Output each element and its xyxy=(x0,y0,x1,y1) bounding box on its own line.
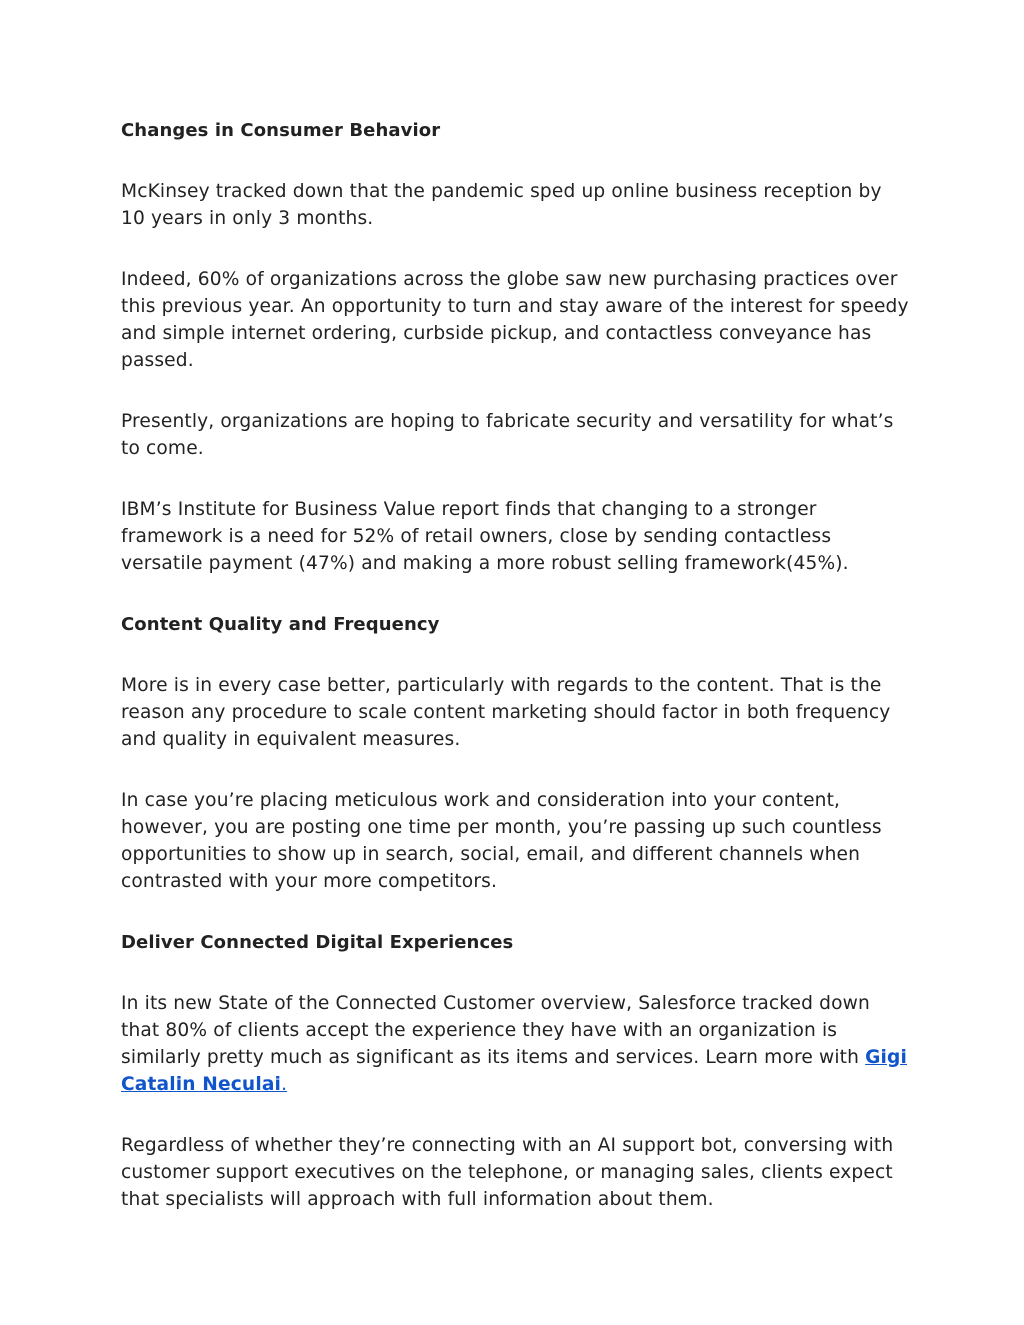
section-heading-content-quality: Content Quality and Frequency xyxy=(121,614,440,635)
paragraph: McKinsey tracked down that the pandemic sped up online business reception by 10 years in only 3 months. xyxy=(121,181,882,229)
section-heading-digital-experiences: Deliver Connected Digital Experiences xyxy=(121,932,514,953)
paragraph-text: In its new State of the Connected Customer overview, Salesforce tracked down that 80% of clients accept the experience they have with an organization is similarly pretty much as significant as its items and services. Learn more with xyxy=(121,993,870,1068)
paragraph: More is in every case better, particularly with regards to the content. That is the reason any procedure to scale content marketing should factor in both frequency and quality in equivalent measures. xyxy=(121,675,891,750)
paragraph: Indeed, 60% of organizations across the globe saw new purchasing practices over this previous year. An opportunity to turn and stay aware of the interest for speedy and simple internet ordering, curbside pickup, and contactless conveyance has passed. xyxy=(121,269,909,371)
paragraph: IBM’s Institute for Business Value report finds that changing to a stronger framework is a need for 52% of retail owners, close by sending contactless versatile payment (47%) and making a more robust selling framework(45%). xyxy=(121,499,849,574)
document-body xyxy=(121,117,911,1247)
section-heading-consumer-behavior: Changes in Consumer Behavior xyxy=(121,120,441,141)
author-link[interactable]: Gigi Catalin Neculai xyxy=(121,1047,908,1095)
paragraph: Regardless of whether they’re connecting with an AI support bot, conversing with customer support executives on the telephone, or managing sales, clients expect that specialists will approach with full information about them. xyxy=(121,1135,894,1210)
paragraph: Presently, organizations are hoping to fabricate security and versatility for what’s to come. xyxy=(121,411,894,459)
paragraph-with-link xyxy=(121,990,911,1098)
paragraph: In case you’re placing meticulous work and consideration into your content, however, you are posting one time per month, you’re passing up such countless opportunities to show up in search, social, email, and different channels when contrasted with your more competitors. xyxy=(121,790,882,892)
link-suffix: . xyxy=(281,1074,288,1095)
